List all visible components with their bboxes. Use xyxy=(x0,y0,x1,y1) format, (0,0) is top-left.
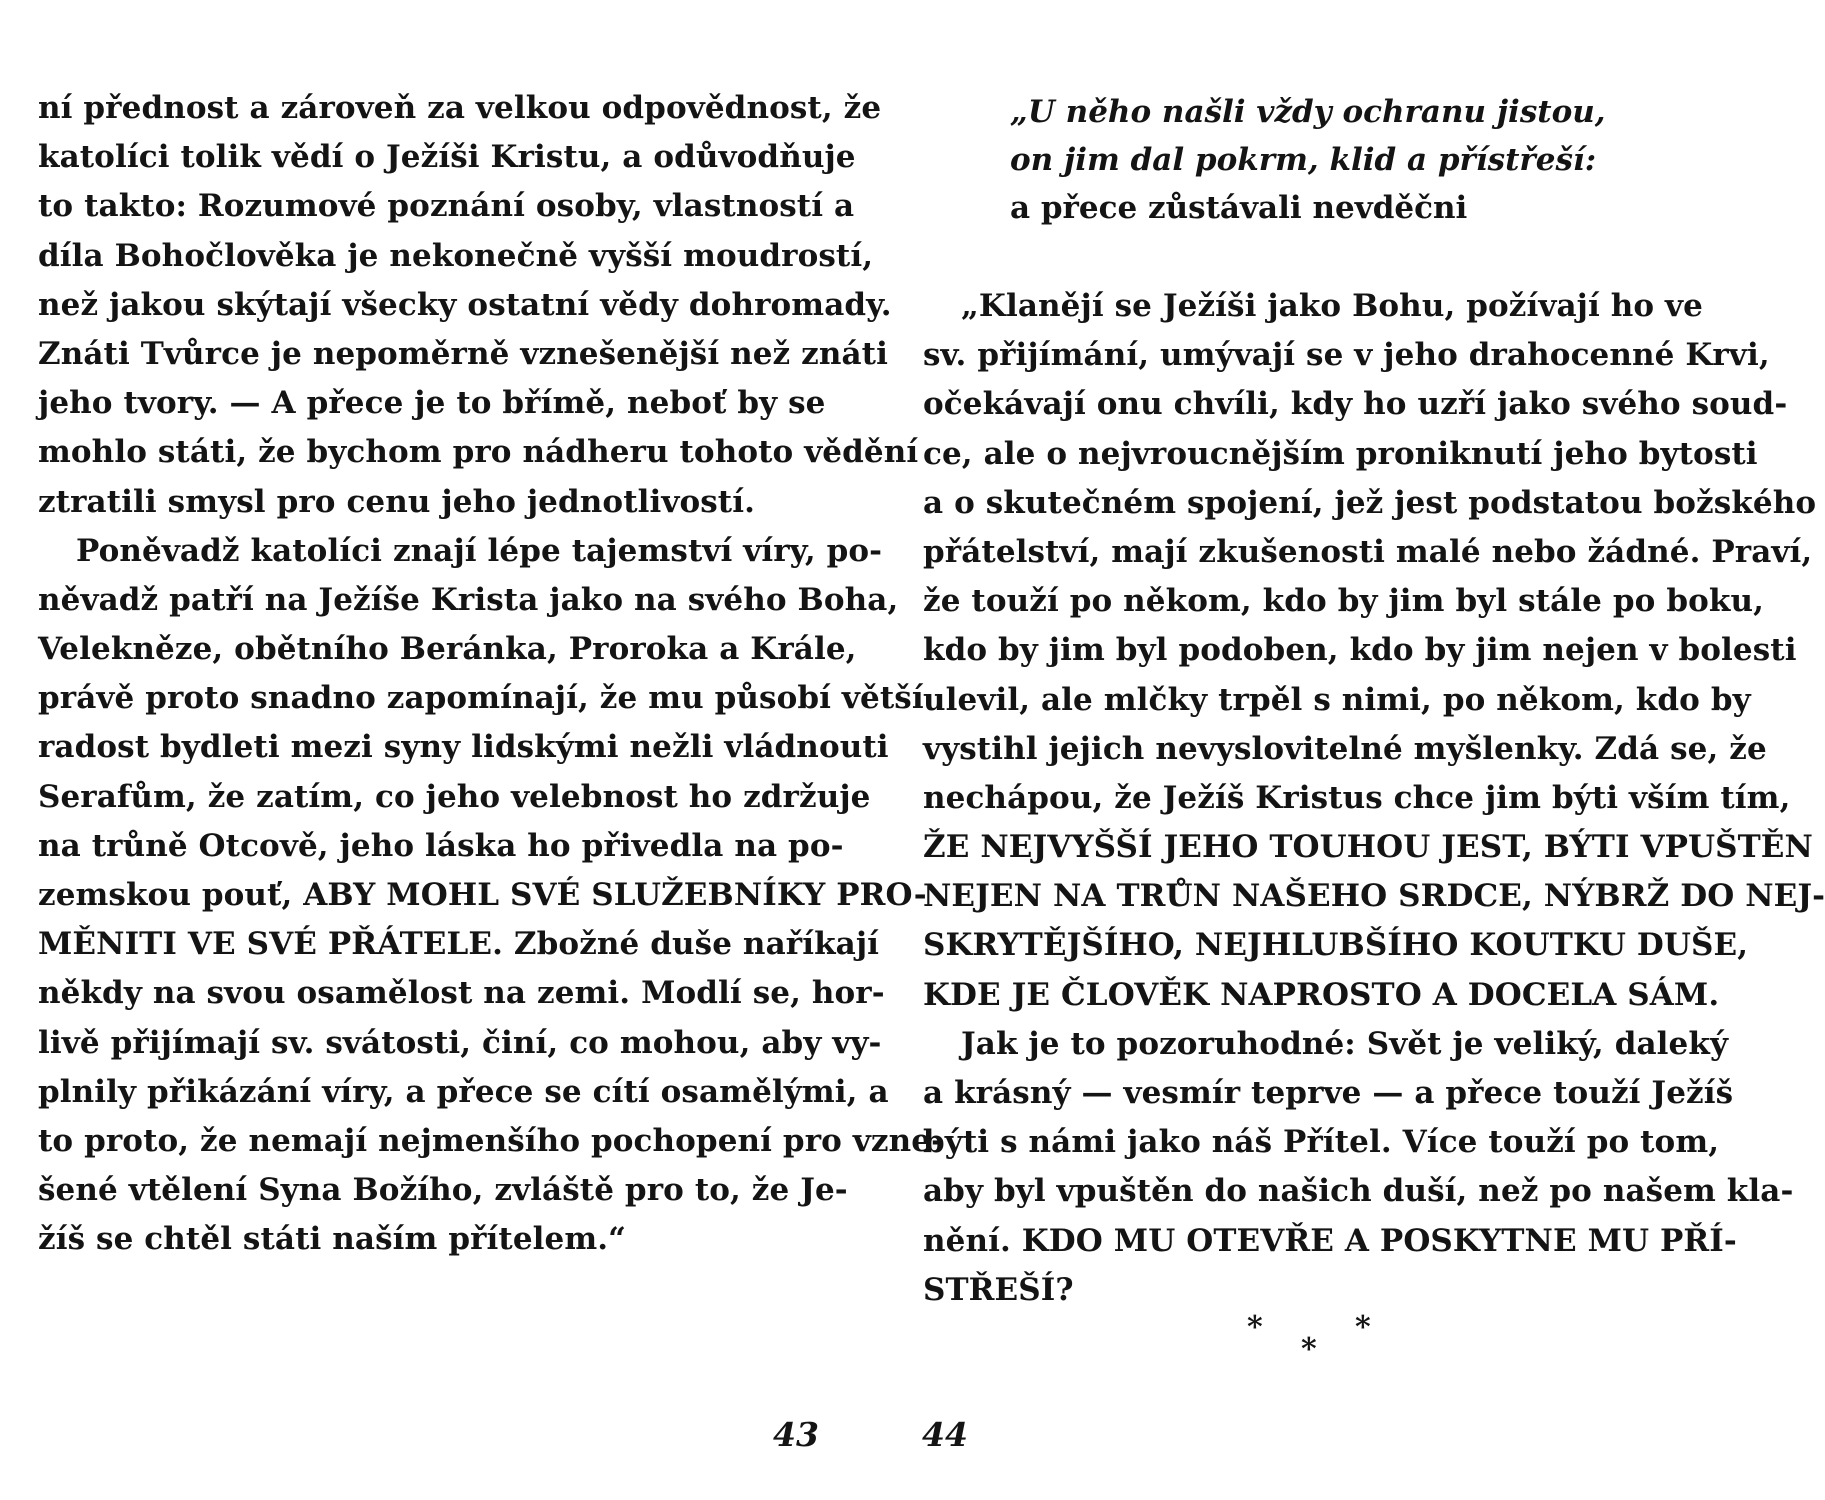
text-line: ztratili smysl pro cenu jeho jednotlivostí. xyxy=(38,483,755,520)
text-line: katolíci tolik vědí o Ježíši Kristu, a odůvodňuje xyxy=(38,139,856,176)
page-number: 44 xyxy=(922,1415,968,1454)
text-line: Jak je to pozoruhodné: Svět je veliký, daleký xyxy=(961,1025,1729,1062)
text-line: SKRYTĚJŠÍHO, NEJHLUBŠÍHO KOUTKU DUŠE, xyxy=(923,927,1749,964)
text-line: a o skutečném spojení, jež jest podstatou božského xyxy=(923,484,1817,521)
text-line: livě přijímají sv. svátosti, činí, co mohou, aby vy- xyxy=(38,1024,882,1061)
text-line: než jakou skýtají všecky ostatní vědy dohromady. xyxy=(38,286,892,323)
text-line: ce, ale o nejvroucnějším proniknutí jeho bytosti xyxy=(923,435,1758,472)
text-line: mohlo státi, že bychom pro nádheru tohoto vědění xyxy=(38,434,919,471)
text-line: Velekněze, obětního Beránka, Proroka a Krále, xyxy=(38,631,857,668)
text-line: MĚNITI VE SVÉ PŘÁTELE. Zbožné duše naříkají xyxy=(38,926,880,963)
verse-line: on jim dal pokrm, klid a přístřeší: xyxy=(1010,142,1597,178)
text-line: na trůně Otcově, jeho láska ho přivedla na po- xyxy=(38,827,844,864)
text-line: vystihl jejich nevyslovitelné myšlenky. Zdá se, že xyxy=(923,730,1767,767)
text-line: jeho tvory. — A přece je to břímě, neboť by se xyxy=(38,385,826,422)
text-line: ŽE NEJVYŠŠÍ JEHO TOUHOU JEST, BÝTI VPUŠTĚN xyxy=(923,829,1813,866)
text-line: něvadž patří na Ježíše Krista jako na svého Boha, xyxy=(38,581,899,618)
text-line: KDE JE ČLOVĚK NAPROSTO A DOCELA SÁM. xyxy=(923,976,1720,1013)
text-line: ní přednost a zároveň za velkou odpovědnost, že xyxy=(38,90,882,126)
left-page-text xyxy=(38,84,945,1265)
asterisk-ornament: * xyxy=(1247,1310,1263,1345)
text-line: aby byl vpuštěn do našich duší, než po našem kla- xyxy=(923,1173,1794,1210)
text-line: že touží po někom, kdo by jim byl stále po boku, xyxy=(923,583,1764,620)
text-line: žíš se chtěl státi naším přítelem.“ xyxy=(38,1221,627,1258)
verse-line: a přece zůstávali nevděčni xyxy=(1010,190,1468,226)
text-line: zemskou pouť, ABY MOHL SVÉ SLUŽEBNÍKY PRO- xyxy=(38,877,927,913)
text-line: býti s námi jako náš Přítel. Více touží po tom, xyxy=(923,1124,1720,1161)
text-line: právě proto snadno zapomínají, že mu působí větší xyxy=(38,680,924,717)
section-ornament xyxy=(1235,1310,1395,1370)
text-line: Znáti Tvůrce je nepoměrně vznešenější než znáti xyxy=(38,335,888,372)
text-line: Poněvadž katolíci znají lépe tajemství víry, po- xyxy=(76,532,883,569)
text-line: šené vtělení Syna Božího, zvláště pro to, že Je- xyxy=(38,1172,848,1209)
text-line: díla Bohočlověka je nekonečně vyšší moudrostí, xyxy=(38,237,874,274)
verse-quote xyxy=(1010,88,1606,232)
asterisk-ornament: * xyxy=(1301,1332,1317,1367)
asterisk-ornament: * xyxy=(1355,1310,1371,1345)
text-line: přátelství, mají zkušenosti malé nebo žádné. Praví, xyxy=(923,533,1813,570)
text-line: to proto, že nemají nejmenšího pochopení pro vzne- xyxy=(38,1122,945,1159)
text-line: Serafům, že zatím, co jeho velebnost ho zdržuje xyxy=(38,778,871,815)
text-line: kdo by jim byl podoben, kdo by jim nejen v bolesti xyxy=(923,632,1797,669)
text-line: a krásný — vesmír teprve — a přece touží Ježíš xyxy=(923,1075,1734,1111)
text-line: nechápou, že Ježíš Kristus chce jim býti vším tím, xyxy=(923,779,1791,816)
text-line: očekávají onu chvíli, kdy ho uzří jako svého soud- xyxy=(923,386,1788,423)
text-line: to takto: Rozumové poznání osoby, vlastností a xyxy=(38,188,855,225)
verse-line: „U něho našli vždy ochranu jistou, xyxy=(1010,94,1606,130)
text-line: „Klanějí se Ježíši jako Bohu, požívají ho ve xyxy=(961,288,1703,324)
text-line: někdy na svou osamělost na zemi. Modlí se, hor- xyxy=(38,975,885,1012)
text-line: NEJEN NA TRŮN NAŠEHO SRDCE, NÝBRŽ DO NEJ- xyxy=(923,878,1825,915)
right-page xyxy=(865,0,1825,1500)
text-line: nění. KDO MU OTEVŘE A POSKYTNE MU PŘÍ- xyxy=(923,1222,1737,1259)
right-page-text xyxy=(923,282,1825,1315)
text-line: sv. přijímání, umývají se v jeho drahocenné Krvi, xyxy=(923,337,1770,374)
text-line: ulevil, ale mlčky trpěl s nimi, po někom, kdo by xyxy=(923,681,1751,718)
text-line: STŘEŠÍ? xyxy=(923,1271,1074,1308)
text-line: radost bydleti mezi syny lidskými nežli vládnouti xyxy=(38,729,889,766)
page-number: 43 xyxy=(773,1415,819,1454)
text-line: plnily přikázání víry, a přece se cítí osamělými, a xyxy=(38,1073,889,1110)
